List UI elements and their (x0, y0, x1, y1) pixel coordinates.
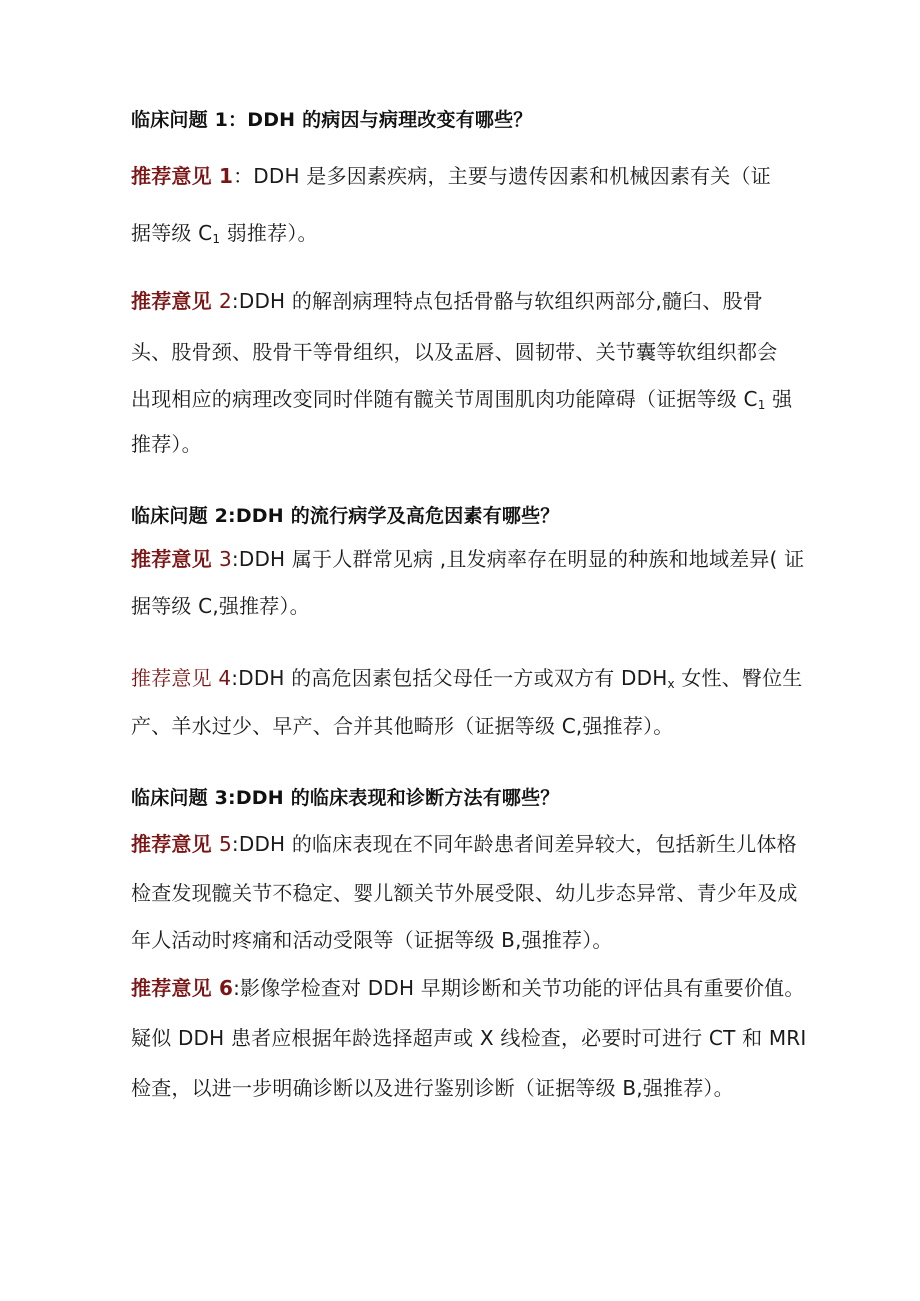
recommendation-3-label: 推荐意见 (131, 547, 219, 571)
recommendation-5-label: 推荐意见 (131, 832, 219, 856)
recommendation-1-line-2 (131, 219, 318, 247)
recommendation-4-line-2: 产、羊水过少、早产、合并其他畸形（证据等级 C,强推荐）。 (131, 714, 674, 738)
subscript: 1 (757, 398, 766, 412)
recommendation-1-text: 据等级 C (131, 221, 213, 245)
recommendation-6-line-2: 疑似 DDH 患者应根据年龄选择超声或 X 线检查，必要时可进行 CT 和 MRI (131, 1026, 807, 1050)
recommendation-3-number: 3 (218, 547, 232, 571)
recommendation-4-label: 推荐意见 4 (131, 666, 232, 690)
subscript: x (667, 677, 675, 691)
recommendation-3-line-1 (131, 545, 804, 573)
recommendation-6-text: :影像学检查对 DDH 早期诊断和关节功能的评估具有重要价值。 (233, 976, 805, 1000)
recommendation-1-line-1 (131, 162, 771, 190)
recommendation-5-number: 5 (218, 832, 232, 856)
recommendation-2-text: 强 (765, 387, 793, 411)
subscript: 1 (212, 232, 221, 246)
recommendation-2-number: 2 (218, 289, 232, 313)
recommendation-4-line-1 (131, 664, 803, 692)
recommendation-3-text: :DDH 属于人群常见病 ,且发病率存在明显的种族和地域差异( 证 (231, 547, 805, 571)
recommendation-6-label: 推荐意见 6 (131, 976, 234, 1000)
recommendation-2-label: 推荐意见 (131, 289, 219, 313)
recommendation-3-line-2: 据等级 C,强推荐）。 (131, 594, 310, 618)
recommendation-1-label: 推荐意见 1 (131, 164, 234, 188)
question-2-heading: 临床问题 2:DDH 的流行病学及高危因素有哪些？ (131, 505, 560, 527)
recommendation-2-line-2: 头、股骨颈、股骨干等骨组织，以及盂唇、圆韧带、关节囊等软组织都会 (131, 340, 778, 364)
recommendation-4-text: 女性、臀位生 (674, 666, 803, 690)
question-1-heading: 临床问题 1：DDH 的病因与病理改变有哪些？ (131, 109, 533, 131)
recommendation-5-text: :DDH 的临床表现在不同年龄患者间差异较大，包括新生儿体格 (231, 832, 797, 856)
recommendation-5-line-1 (131, 830, 797, 858)
recommendation-6-line-3: 检查，以进一步明确诊断以及进行鉴别诊断（证据等级 B,强推荐）。 (131, 1076, 734, 1100)
recommendation-6-line-1 (131, 974, 805, 1002)
recommendation-1-text: ：DDH 是多因素疾病，主要与遗传因素和机械因素有关（证 (233, 164, 771, 188)
recommendation-5-line-3: 年人活动时疼痛和活动受限等（证据等级 B,强推荐）。 (131, 928, 613, 952)
recommendation-2-text: :DDH 的解剖病理特点包括骨骼与软组织两部分,髓臼、股骨 (231, 289, 763, 313)
recommendation-1-text: 弱推荐）。 (220, 221, 318, 245)
recommendation-4-text: :DDH 的高危因素包括父母任一方或双方有 DDH (231, 666, 668, 690)
recommendation-2-text: 出现相应的病理改变同时伴随有髋关节周围肌肉功能障碍（证据等级 C (131, 387, 758, 411)
recommendation-2-line-3 (131, 385, 792, 413)
question-3-heading: 临床问题 3:DDH 的临床表现和诊断方法有哪些？ (131, 787, 560, 809)
recommendation-2-line-4: 推荐）。 (131, 432, 202, 456)
recommendation-5-line-2: 检查发现髋关节不稳定、婴儿额关节外展受限、幼儿步态异常、青少年及成 (131, 881, 798, 905)
recommendation-2-line-1 (131, 287, 763, 315)
